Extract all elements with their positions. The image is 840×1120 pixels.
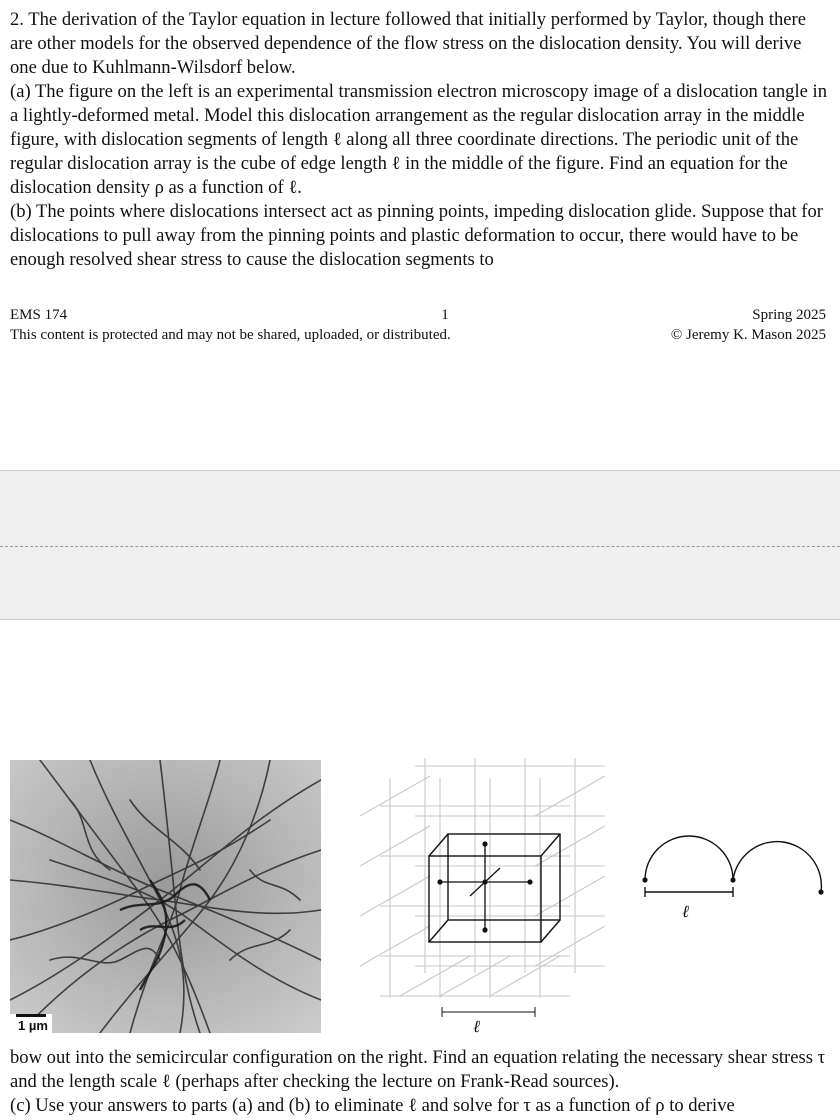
footer-copyright: © Jeremy K. Mason 2025 [670,327,826,343]
footer-notice: This content is protected and may not be shared, uploaded, or distributed. [10,327,451,343]
page-break-line [0,546,840,547]
footer-course: EMS 174 [10,307,68,323]
bowout-length-label: ℓ [682,902,690,922]
part-b-continued-text [10,1046,830,1118]
page-separator [0,470,840,620]
part-b-text-end: bow out into the semicircular configuration on the right. Find an equation relating the necessary shear stress τ and the length scale ℓ (perhaps after checking the lecture on Frank-Read sources). [10,1047,826,1092]
footer-page-number: 1 [441,307,449,323]
problem-text [10,8,830,272]
lattice-length-label: ℓ [473,1017,481,1037]
problem-intro: 2. The derivation of the Taylor equation in lecture followed that initially performed by Taylor, though there are other models for the observed dependence of the flow stress on the dislocation density. You will derive one due to Kuhlmann-Wilsdorf below. [10,9,806,78]
dislocation-lattice-figure [360,758,610,1038]
bowout-figure [635,835,830,925]
part-c-text: (c) Use your answers to parts (a) and (b) to eliminate ℓ and solve for τ as a function of ρ to derive [10,1095,735,1116]
tem-scale-bar-label: 1 µm [18,1018,48,1033]
footer-term: Spring 2025 [752,307,826,323]
tem-micrograph-image [10,760,321,1033]
part-b-text-start: (b) The points where dislocations intersect act as pinning points, impeding dislocation glide. Suppose that for dislocations to pull away from the pinning points and plastic deformation to occur, there would have to be enough resolved shear stress to cause the dislocation segments to [10,201,823,270]
page-1 [0,0,840,470]
part-a-text: (a) The figure on the left is an experimental transmission electron microscopy image of a dislocation tangle in a lightly-deformed metal. Model this dislocation arrangement as the regular dislocation array in the middle figure, with dislocation segments of length ℓ along all three coordinate directions. The periodic unit of the regular dislocation array is the cube of edge length ℓ in the middle of the figure. Find an equation for the dislocation density ρ as a function of ℓ. [10,81,828,198]
